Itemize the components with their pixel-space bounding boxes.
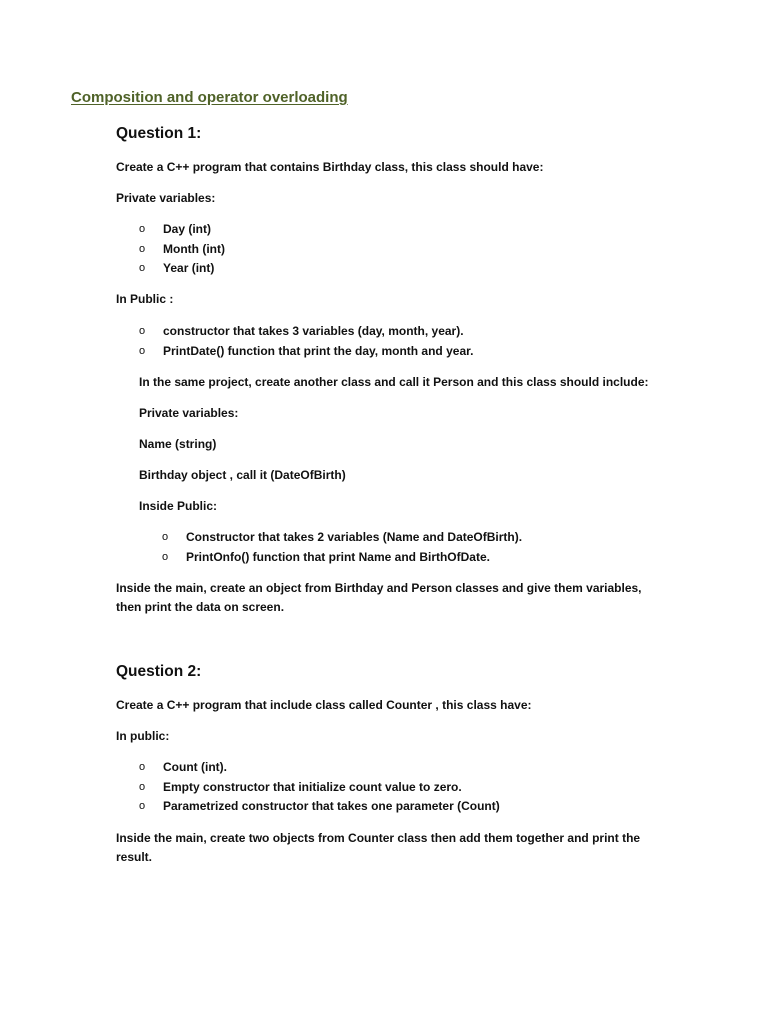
document-title: Composition and operator overloading — [71, 89, 348, 106]
person-birthday-field: Birthday object , call it (DateOfBirth) — [139, 468, 346, 482]
question-2-main-instruction: Inside the main, create two objects from Counter class then add them together and print the result. — [116, 831, 641, 864]
bullet-marker: o — [162, 551, 169, 563]
bullet-marker: o — [139, 325, 146, 337]
question-1-main-instruction: Inside the main, create an object from Birthday and Person classes and give them variables, then print the data on screen. — [116, 581, 642, 614]
list-item — [139, 342, 639, 361]
bullet-marker: o — [139, 223, 146, 235]
question-2-intro: Create a C++ program that include class called Counter , this class have: — [116, 698, 532, 712]
list-item — [139, 778, 639, 797]
bullet-marker: o — [162, 531, 169, 543]
list-item-text: PrintDate() function that print the day, month and year. — [163, 344, 474, 358]
question-2-heading: Question 2: — [116, 663, 202, 680]
question-1-intro: Create a C++ program that contains Birthday class, this class should have: — [116, 160, 544, 174]
list-item — [139, 240, 539, 259]
list-item — [139, 797, 639, 816]
list-item — [162, 528, 642, 547]
list-item-text: Count (int). — [163, 760, 227, 774]
person-private-label: Private variables: — [139, 406, 239, 420]
list-item — [139, 259, 539, 278]
list-item-text: PrintOnfo() function that print Name and BirthOfDate. — [186, 550, 490, 564]
counter-public-label: In public: — [116, 729, 170, 743]
list-item — [139, 322, 639, 341]
list-item-text: Empty constructor that initialize count value to zero. — [163, 780, 462, 794]
list-item-text: Constructor that takes 2 variables (Name and DateOfBirth). — [186, 530, 523, 544]
person-intro: In the same project, create another class and call it Person and this class should include: — [139, 375, 649, 389]
list-item-text: Year (int) — [163, 261, 215, 275]
bullet-marker: o — [139, 781, 146, 793]
bullet-marker: o — [139, 243, 146, 255]
birthday-private-label: Private variables: — [116, 191, 216, 205]
person-name-field: Name (string) — [139, 437, 217, 451]
list-item-text: Day (int) — [163, 222, 211, 236]
list-item-text: Month (int) — [163, 242, 225, 256]
bullet-marker: o — [139, 262, 146, 274]
bullet-marker: o — [139, 345, 146, 357]
person-public-label: Inside Public: — [139, 499, 218, 513]
question-1-heading: Question 1: — [116, 125, 202, 142]
bullet-marker: o — [139, 800, 146, 812]
bullet-marker: o — [139, 761, 146, 773]
list-item-text: Parametrized constructor that takes one parameter (Count) — [163, 799, 500, 813]
list-item — [139, 220, 539, 239]
birthday-public-label: In Public : — [116, 292, 174, 306]
list-item — [139, 758, 639, 777]
list-item — [162, 548, 642, 567]
list-item-text: constructor that takes 3 variables (day, month, year). — [163, 324, 464, 338]
